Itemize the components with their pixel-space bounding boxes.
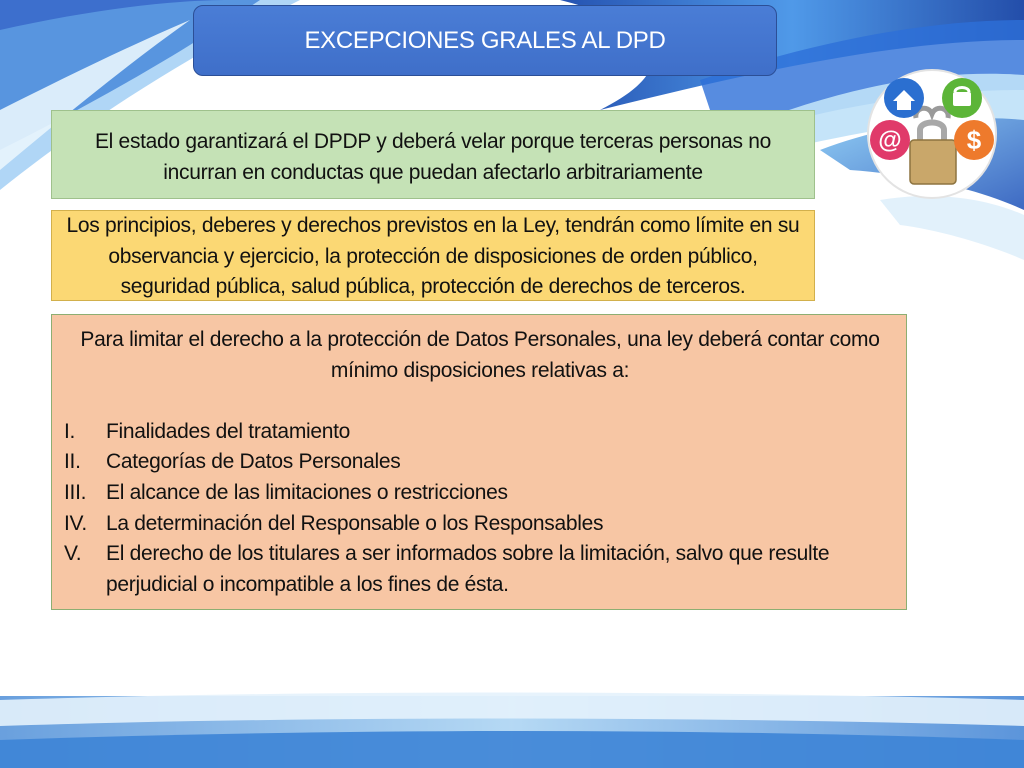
list-item-text: El derecho de los titulares a ser informados sobre la limitación, salvo que resulte perjudicial o incompatible a los fines de ésta. [106, 542, 830, 596]
list-item [64, 417, 896, 448]
limitation-requirements-box [51, 314, 907, 610]
list-item [64, 447, 896, 478]
dollar-icon [954, 120, 994, 160]
home-icon [884, 78, 924, 118]
svg-text:@: @ [878, 127, 902, 154]
list-item-text: Finalidades del tratamiento [106, 419, 351, 443]
list-item [64, 539, 896, 600]
list-item-text: Categorías de Datos Personales [106, 450, 401, 474]
slide-title: EXCEPCIONES GRALES AL DPD [193, 5, 777, 76]
spacer [64, 386, 896, 417]
limitation-intro-text: Para limitar el derecho a la protección de Datos Personales, una ley deberá contar como mínimo disposiciones relativas a: [80, 328, 880, 382]
state-guarantee-text: El estado garantizará el DPDP y deberá velar porque terceras personas no incurran en conductas que puedan afectarlo arbitrariamente [94, 130, 772, 184]
principles-limits-box [51, 210, 815, 301]
list-item-text: La determinación del Responsable o los Responsables [106, 511, 604, 535]
list-numeral: IV. [64, 511, 87, 535]
security-icons-illustration [866, 68, 998, 200]
list-item [64, 478, 896, 509]
list-item-text: El alcance de las limitaciones o restricciones [106, 480, 508, 504]
phone-icon [942, 78, 982, 118]
list-numeral: II. [64, 450, 81, 474]
state-guarantee-box [51, 110, 815, 199]
list-numeral: III. [64, 480, 87, 504]
principles-limits-text: Los principios, deberes y derechos previstos en la Ley, tendrán como límite en su observancia y ejercicio, la protección de disposiciones de orden público, seguridad pública, salud pública, protección de derechos de terceros. [66, 214, 800, 298]
list-item [64, 509, 896, 540]
at-icon [870, 120, 910, 160]
list-numeral: V. [64, 542, 82, 566]
list-numeral: I. [64, 419, 76, 443]
svg-text:$: $ [966, 125, 982, 155]
